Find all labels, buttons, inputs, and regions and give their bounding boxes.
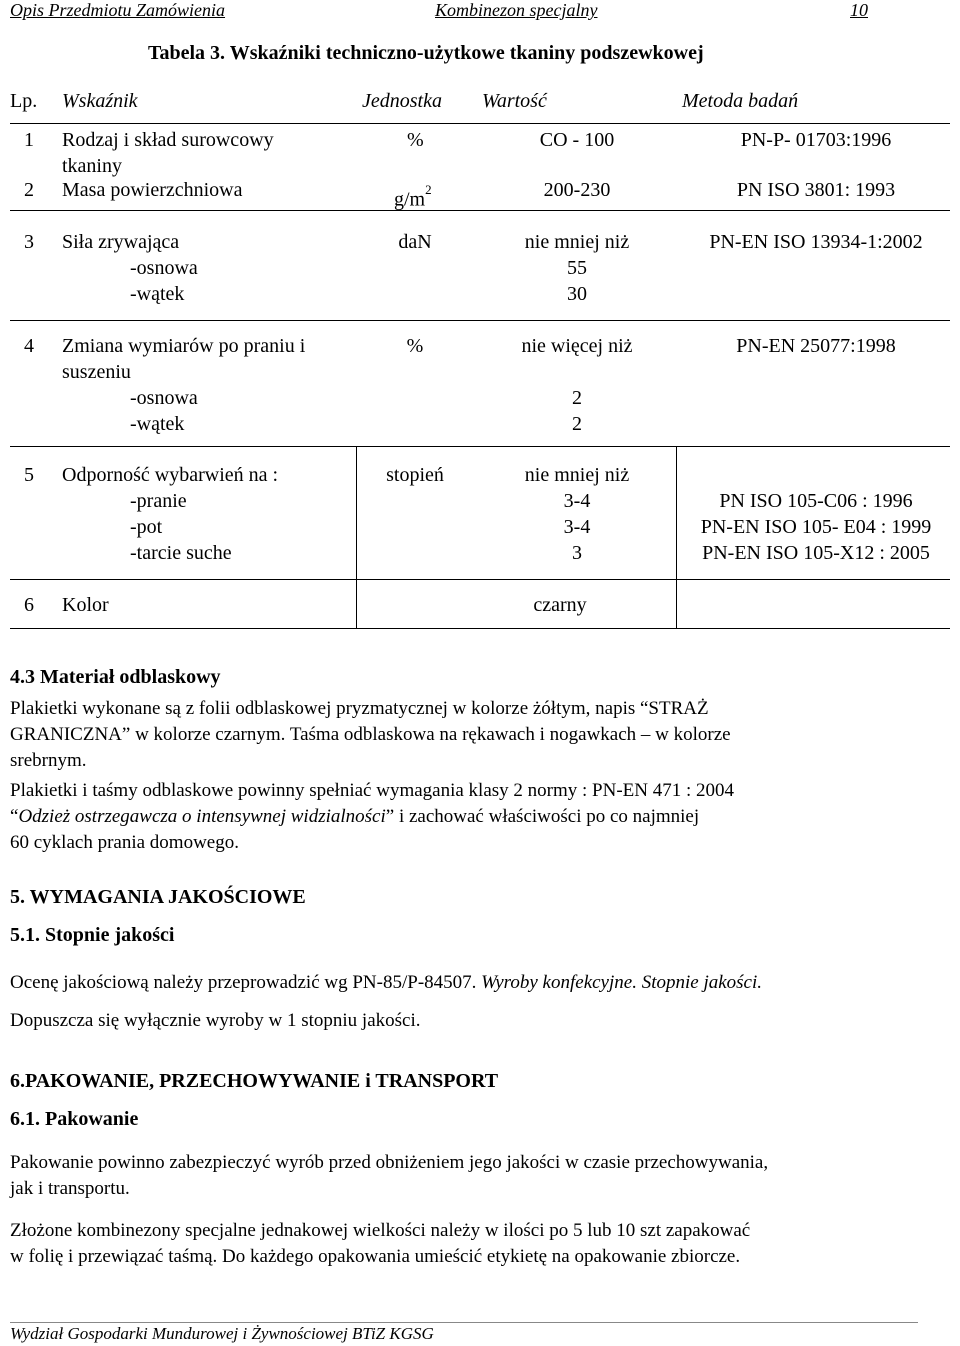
section-5-1-heading: 5.1. Stopnie jakości — [10, 924, 175, 946]
row-1-indicator: Rodzaj i skład surowcowy — [62, 129, 274, 151]
row-4-value: 2 — [572, 387, 582, 409]
paragraph-line: Dopuszcza się wyłącznie wyroby w 1 stopniu jakości. — [10, 1010, 421, 1031]
row-5-method: PN ISO 105-C06 : 1996 — [719, 490, 913, 512]
table-rule — [10, 123, 950, 124]
row-5-number: 5 — [24, 464, 34, 486]
row-5-indicator: -tarcie suche — [130, 542, 232, 564]
column-header-unit: Jednostka — [362, 90, 442, 112]
row-1-unit: % — [407, 129, 424, 151]
row-6-indicator: Kolor — [62, 594, 109, 616]
table-caption: Tabela 3. Wskaźniki techniczno-użytkowe tkaniny podszewkowej — [148, 42, 704, 64]
row-5-indicator: -pranie — [130, 490, 187, 512]
row-4-value: nie więcej niż — [521, 335, 633, 357]
row-4-number: 4 — [24, 335, 34, 357]
paragraph-line: “Odzież ostrzegawcza o intensywnej widzialności” i zachować właściwości po co najmniej — [10, 806, 700, 827]
table-rule — [10, 579, 950, 580]
standard-title: Odzież ostrzegawcza o intensywnej widzialności — [18, 806, 386, 827]
column-header-value: Wartość — [482, 90, 547, 112]
row-6-value: czarny — [533, 594, 587, 616]
row-3-value: 55 — [567, 257, 587, 279]
row-1-method: PN-P- 01703:1996 — [740, 129, 892, 151]
row-5-indicator: -pot — [130, 516, 163, 538]
footer-text: Wydział Gospodarki Mundurowej i Żywnościowej BTiZ KGSG — [10, 1324, 434, 1343]
row-3-unit: daN — [398, 231, 432, 253]
paragraph-line: GRANICZNA” w kolorze czarnym. Taśma odblaskowa na rękawach i nogawkach – w kolorze — [10, 724, 731, 745]
row-4-indicator: Zmiana wymiarów po praniu i — [62, 335, 306, 357]
row-5-value: 3-4 — [563, 490, 591, 512]
header-page-number: 10 — [850, 0, 868, 20]
row-3-value: 30 — [567, 283, 587, 305]
section-6-1-heading: 6.1. Pakowanie — [10, 1108, 139, 1130]
column-header-indicator: Wskaźnik — [62, 90, 138, 112]
row-5-value: nie mniej niż — [524, 464, 630, 486]
row-4-indicator: -wątek — [130, 413, 185, 435]
row-3-indicator: -osnowa — [130, 257, 198, 279]
paragraph-line: w folię i przewiązać taśmą. Do każdego opakowania umieścić etykietę na opakowanie zbiorcze. — [10, 1246, 741, 1267]
standard-title: Wyroby konfekcyjne. Stopnie jakości. — [481, 972, 763, 993]
row-3-indicator: Siła zrywająca — [62, 231, 180, 253]
table-rule — [10, 446, 950, 447]
row-4-indicator: -osnowa — [130, 387, 198, 409]
paragraph-line: Plakietki wykonane są z folii odblaskowej pryzmatycznej w kolorze żółtym, napis “STRAŻ — [10, 698, 709, 719]
row-5-value: 3-4 — [563, 516, 591, 538]
row-4-indicator: suszeniu — [62, 361, 131, 383]
paragraph-line: Pakowanie powinno zabezpieczyć wyrób przed obniżeniem jego jakości w czasie przechowywania, — [10, 1152, 769, 1173]
row-2-value: 200-230 — [543, 179, 611, 201]
row-5-method: PN-EN ISO 105-X12 : 2005 — [702, 542, 930, 564]
row-4-unit: % — [406, 335, 424, 357]
row-4-value: 2 — [572, 413, 582, 435]
header-document-title: Opis Przedmiotu Zamówienia — [10, 0, 226, 20]
paragraph-line: 60 cyklach prania domowego. — [10, 832, 239, 853]
row-3-value: nie mniej niż — [524, 231, 630, 253]
table-rule — [10, 628, 950, 629]
column-header-method: Metoda badań — [682, 90, 799, 112]
table-rule — [10, 320, 950, 321]
paragraph-line: Złożone kombinezony specjalne jednakowej wielkości należy w ilości po 5 lub 10 szt zapakować — [10, 1220, 751, 1241]
row-3-method: PN-EN ISO 13934-1:2002 — [709, 231, 923, 253]
column-header-lp: Lp. — [10, 90, 38, 112]
row-3-number: 3 — [24, 231, 34, 253]
paragraph-line: Ocenę jakościową należy przeprowadzić wg PN-85/P-84507. Wyroby konfekcyjne. Stopnie jakości. — [10, 972, 763, 993]
table-column-divider — [676, 446, 677, 628]
table-column-divider — [356, 446, 357, 628]
row-6-number: 6 — [24, 594, 34, 616]
row-1-indicator: tkaniny — [62, 155, 122, 177]
paragraph-line: srebrnym. — [10, 750, 87, 771]
section-5-heading: 5. WYMAGANIA JAKOŚCIOWE — [10, 886, 306, 908]
row-2-number: 2 — [24, 179, 34, 201]
section-6-heading: 6.PAKOWANIE, PRZECHOWYWANIE i TRANSPORT — [10, 1070, 499, 1092]
row-3-indicator: -wątek — [130, 283, 185, 305]
section-4-3-heading: 4.3 Materiał odblaskowy — [10, 666, 221, 688]
row-1-value: CO - 100 — [539, 129, 615, 151]
footer-rule — [10, 1322, 918, 1323]
row-2-method: PN ISO 3801: 1993 — [736, 179, 896, 201]
row-4-method: PN-EN 25077:1998 — [736, 335, 896, 357]
row-1-number: 1 — [24, 129, 34, 151]
paragraph-line: jak i transportu. — [10, 1178, 130, 1199]
row-5-unit: stopień — [386, 464, 444, 486]
row-5-indicator: Odporność wybarwień na : — [62, 464, 279, 486]
row-5-value: 3 — [572, 542, 582, 564]
paragraph-line: Plakietki i taśmy odblaskowe powinny spełniać wymagania klasy 2 normy : PN-EN 471 : 2004 — [10, 780, 735, 801]
row-2-unit: $g/m^2$ — [394, 182, 432, 211]
header-product-name: Kombinezon specjalny — [435, 0, 598, 20]
row-5-method: PN-EN ISO 105- E04 : 1999 — [700, 516, 932, 538]
row-2-indicator: Masa powierzchniowa — [62, 179, 243, 201]
table-rule — [10, 210, 950, 211]
